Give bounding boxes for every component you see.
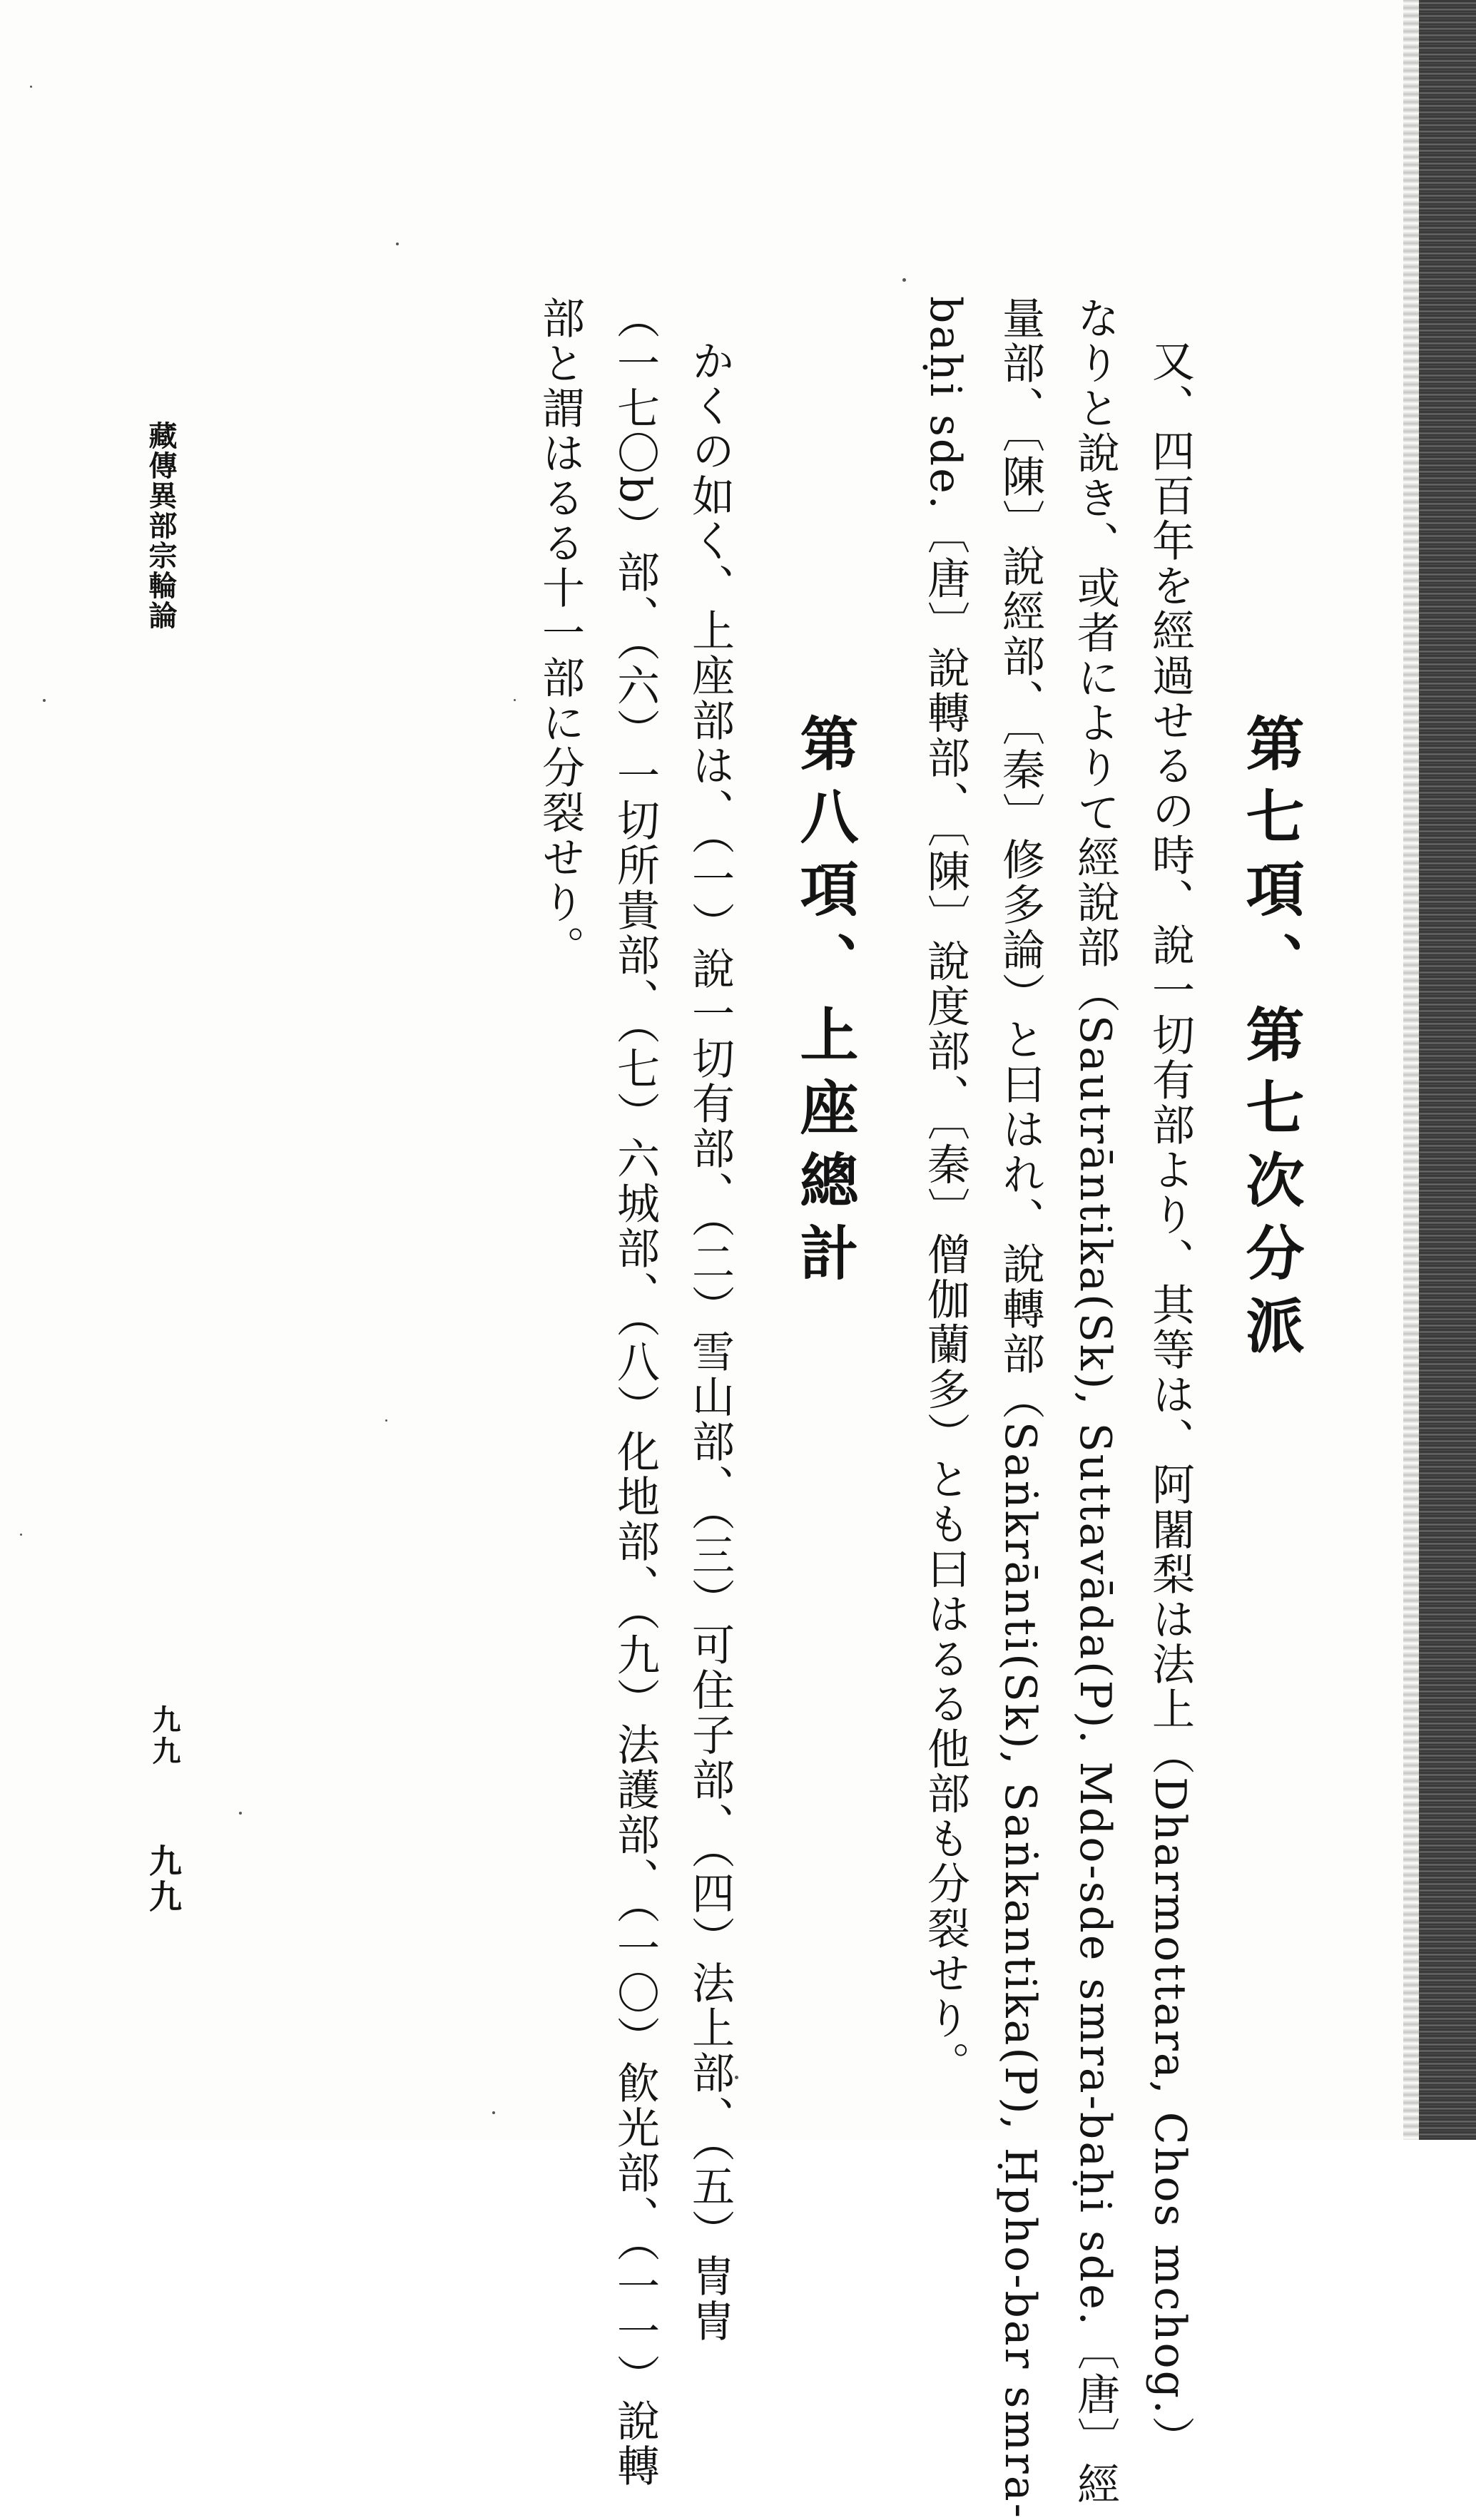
section-7-line-3: 量部、〔陳〕說經部、〔秦〕修多論）と曰はれ、說轉部（Saṅkrānti(Sk), Saṅkantika(P), Ḥpho-bar smra- — [995, 296, 1045, 2520]
section-8-line-1: かくの如く、上座部は、（一）說一切有部、（二）雪山部、（三）可住子部、（四）法上部、（五）冑冑 — [685, 339, 735, 2344]
scan-speck — [514, 699, 516, 701]
scan-speck — [492, 2111, 495, 2114]
page-number-stamp: 九九 — [144, 1844, 183, 1915]
scan-speck — [385, 1419, 387, 1422]
running-head: 藏傳異部宗輪論 — [144, 421, 178, 631]
scan-speck — [30, 86, 32, 88]
scan-speck — [20, 1534, 22, 1536]
section-8-heading: 第八項、上座總計 — [790, 713, 859, 1295]
scan-speck — [396, 243, 399, 245]
scan-speck — [902, 278, 906, 282]
scan-speck — [239, 1812, 242, 1815]
section-7-heading: 第七項、第七次分派 — [1236, 713, 1305, 1368]
section-7-line-2: なりと說き、或者によりて經說部（Sautrāntika(Sk), Suttavāda(P). Mdo-sde smra-baḥi sde.〔唐〕經 — [1070, 296, 1120, 2507]
section-8-line-2: （一七〇b）部、（六）一切所貴部、（七）六城部、（八）化地部、（九）法護部、（一〇）飮光部、（一一）說轉 — [610, 296, 660, 2489]
section-7-line-1: 又、四百年を經過せるの時、說一切有部より、其等は、阿闍梨は法上（Dharmottara, Chos mchog.） — [1145, 339, 1195, 2462]
section-8-line-3: 部と謂はるる十一部に分裂せり。 — [535, 296, 585, 970]
scan-speck — [43, 699, 46, 702]
binding-shadow — [1419, 0, 1476, 2140]
section-7-line-4: baḥi sde.〔唐〕說轉部、〔陳〕說度部、〔秦〕僧伽蘭多）とも曰はるる他部も分裂せり。 — [920, 296, 970, 2086]
scan-speck — [735, 2076, 738, 2079]
page-number: 九九 — [148, 1705, 181, 1767]
